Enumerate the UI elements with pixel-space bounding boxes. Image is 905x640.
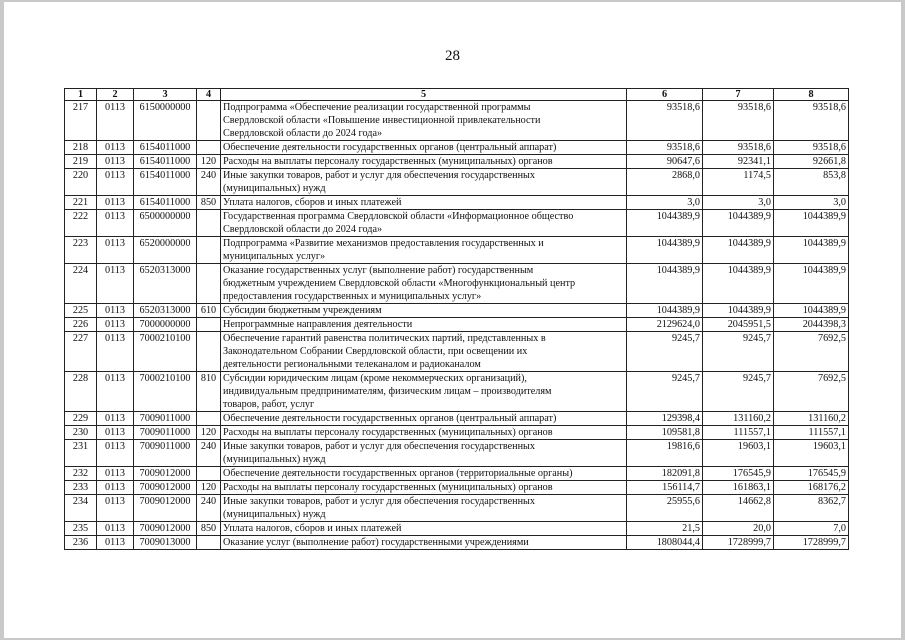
amount-year-3-cell: 2044398,3 xyxy=(774,318,849,332)
target-article-cell: 7000210100 xyxy=(134,332,197,372)
amount-year-1-cell: 93518,6 xyxy=(627,101,703,141)
table-row xyxy=(65,304,849,318)
item-name-cell: Обеспечение деятельности государственных органов (центральный аппарат) xyxy=(221,141,627,155)
amount-year-2-cell: 1044389,9 xyxy=(703,304,774,318)
column-header: 4 xyxy=(197,89,221,101)
table-row xyxy=(65,169,849,196)
item-name-cell: Обеспечение деятельности государственных органов (территориальные органы) xyxy=(221,467,627,481)
amount-year-2-cell: 92341,1 xyxy=(703,155,774,169)
amount-year-3-cell: 1044389,9 xyxy=(774,210,849,237)
section-code-cell: 0113 xyxy=(97,495,134,522)
row-number-cell: 227 xyxy=(65,332,97,372)
target-article-cell: 7009011000 xyxy=(134,412,197,426)
expense-type-cell xyxy=(197,210,221,237)
expense-type-cell: 240 xyxy=(197,495,221,522)
section-code-cell: 0113 xyxy=(97,101,134,141)
section-code-cell: 0113 xyxy=(97,440,134,467)
expense-type-cell: 850 xyxy=(197,522,221,536)
row-number-cell: 218 xyxy=(65,141,97,155)
column-header: 6 xyxy=(627,89,703,101)
amount-year-2-cell: 1044389,9 xyxy=(703,264,774,304)
table-row xyxy=(65,372,849,412)
section-code-cell: 0113 xyxy=(97,155,134,169)
target-article-cell: 6520313000 xyxy=(134,304,197,318)
amount-year-3-cell: 1044389,9 xyxy=(774,237,849,264)
target-article-cell: 7009012000 xyxy=(134,467,197,481)
expense-type-cell: 120 xyxy=(197,155,221,169)
amount-year-2-cell: 1044389,9 xyxy=(703,210,774,237)
column-header: 2 xyxy=(97,89,134,101)
target-article-cell: 7009012000 xyxy=(134,481,197,495)
item-name-cell: Расходы на выплаты персоналу государственных (муниципальных) органов xyxy=(221,155,627,169)
table-row xyxy=(65,155,849,169)
amount-year-2-cell: 9245,7 xyxy=(703,332,774,372)
target-article-cell: 6154011000 xyxy=(134,196,197,210)
row-number-cell: 223 xyxy=(65,237,97,264)
item-name-cell: Уплата налогов, сборов и иных платежей xyxy=(221,522,627,536)
section-code-cell: 0113 xyxy=(97,426,134,440)
table-row xyxy=(65,101,849,141)
expense-type-cell xyxy=(197,467,221,481)
table-row xyxy=(65,522,849,536)
budget-table xyxy=(64,88,849,550)
amount-year-3-cell: 131160,2 xyxy=(774,412,849,426)
amount-year-1-cell: 156114,7 xyxy=(627,481,703,495)
expense-type-cell xyxy=(197,412,221,426)
table-row xyxy=(65,141,849,155)
amount-year-1-cell: 1044389,9 xyxy=(627,237,703,264)
section-code-cell: 0113 xyxy=(97,264,134,304)
item-name-cell: Подпрограмма «Обеспечение реализации государственной программы Свердловской области «Повышение инвестиционной привлекательности Свердловской области до 2024 года» xyxy=(221,101,627,141)
expense-type-cell: 240 xyxy=(197,440,221,467)
table-header-row xyxy=(65,89,849,101)
item-name-cell: Обеспечение деятельности государственных органов (центральный аппарат) xyxy=(221,412,627,426)
expense-type-cell xyxy=(197,318,221,332)
amount-year-2-cell: 1174,5 xyxy=(703,169,774,196)
amount-year-1-cell: 1044389,9 xyxy=(627,304,703,318)
amount-year-2-cell: 2045951,5 xyxy=(703,318,774,332)
target-article-cell: 7000000000 xyxy=(134,318,197,332)
row-number-cell: 233 xyxy=(65,481,97,495)
page-number: 28 xyxy=(445,48,460,64)
expense-type-cell: 610 xyxy=(197,304,221,318)
expense-type-cell xyxy=(197,536,221,550)
column-header: 5 xyxy=(221,89,627,101)
amount-year-3-cell: 111557,1 xyxy=(774,426,849,440)
column-header: 7 xyxy=(703,89,774,101)
amount-year-2-cell: 19603,1 xyxy=(703,440,774,467)
row-number-cell: 230 xyxy=(65,426,97,440)
amount-year-3-cell: 7692,5 xyxy=(774,332,849,372)
row-number-cell: 217 xyxy=(65,101,97,141)
amount-year-2-cell: 14662,8 xyxy=(703,495,774,522)
table-row xyxy=(65,495,849,522)
amount-year-1-cell: 129398,4 xyxy=(627,412,703,426)
section-code-cell: 0113 xyxy=(97,332,134,372)
amount-year-3-cell: 7692,5 xyxy=(774,372,849,412)
expense-type-cell: 240 xyxy=(197,169,221,196)
amount-year-1-cell: 182091,8 xyxy=(627,467,703,481)
item-name-cell: Оказание государственных услуг (выполнение работ) государственным бюджетным учреждением Свердловской области «Многофункциональный центр предоставления государственных и муниципальных услуг» xyxy=(221,264,627,304)
row-number-cell: 224 xyxy=(65,264,97,304)
target-article-cell: 7009011000 xyxy=(134,426,197,440)
item-name-cell: Субсидии юридическим лицам (кроме некоммерческих организаций), индивидуальным предпринимателям, физическим лицам – производителям товаров, работ, услуг xyxy=(221,372,627,412)
row-number-cell: 228 xyxy=(65,372,97,412)
amount-year-1-cell: 1044389,9 xyxy=(627,264,703,304)
amount-year-3-cell: 168176,2 xyxy=(774,481,849,495)
table-row xyxy=(65,237,849,264)
section-code-cell: 0113 xyxy=(97,141,134,155)
row-number-cell: 235 xyxy=(65,522,97,536)
table-body xyxy=(65,101,849,550)
row-number-cell: 219 xyxy=(65,155,97,169)
row-number-cell: 234 xyxy=(65,495,97,522)
target-article-cell: 7000210100 xyxy=(134,372,197,412)
expense-type-cell xyxy=(197,101,221,141)
target-article-cell: 7009011000 xyxy=(134,440,197,467)
amount-year-1-cell: 3,0 xyxy=(627,196,703,210)
amount-year-2-cell: 93518,6 xyxy=(703,141,774,155)
section-code-cell: 0113 xyxy=(97,467,134,481)
amount-year-2-cell: 1044389,9 xyxy=(703,237,774,264)
table-row xyxy=(65,210,849,237)
table-row xyxy=(65,440,849,467)
table-row xyxy=(65,426,849,440)
column-header: 3 xyxy=(134,89,197,101)
column-header: 1 xyxy=(65,89,97,101)
row-number-cell: 232 xyxy=(65,467,97,481)
item-name-cell: Подпрограмма «Развитие механизмов предоставления государственных и муниципальных услуг» xyxy=(221,237,627,264)
amount-year-1-cell: 1808044,4 xyxy=(627,536,703,550)
amount-year-1-cell: 19816,6 xyxy=(627,440,703,467)
amount-year-1-cell: 1044389,9 xyxy=(627,210,703,237)
item-name-cell: Иные закупки товаров, работ и услуг для обеспечения государственных (муниципальных) нужд xyxy=(221,440,627,467)
document-page xyxy=(4,2,901,638)
item-name-cell: Оказание услуг (выполнение работ) государственными учреждениями xyxy=(221,536,627,550)
expense-type-cell: 810 xyxy=(197,372,221,412)
amount-year-1-cell: 90647,6 xyxy=(627,155,703,169)
row-number-cell: 220 xyxy=(65,169,97,196)
target-article-cell: 7009012000 xyxy=(134,522,197,536)
amount-year-2-cell: 131160,2 xyxy=(703,412,774,426)
row-number-cell: 226 xyxy=(65,318,97,332)
section-code-cell: 0113 xyxy=(97,304,134,318)
amount-year-1-cell: 9245,7 xyxy=(627,332,703,372)
amount-year-3-cell: 1728999,7 xyxy=(774,536,849,550)
amount-year-3-cell: 1044389,9 xyxy=(774,304,849,318)
table-row xyxy=(65,332,849,372)
amount-year-3-cell: 1044389,9 xyxy=(774,264,849,304)
expense-type-cell xyxy=(197,237,221,264)
amount-year-1-cell: 25955,6 xyxy=(627,495,703,522)
target-article-cell: 6150000000 xyxy=(134,101,197,141)
amount-year-2-cell: 9245,7 xyxy=(703,372,774,412)
amount-year-3-cell: 92661,8 xyxy=(774,155,849,169)
section-code-cell: 0113 xyxy=(97,412,134,426)
target-article-cell: 7009013000 xyxy=(134,536,197,550)
amount-year-1-cell: 2129624,0 xyxy=(627,318,703,332)
target-article-cell: 7009012000 xyxy=(134,495,197,522)
amount-year-2-cell: 93518,6 xyxy=(703,101,774,141)
row-number-cell: 221 xyxy=(65,196,97,210)
amount-year-3-cell: 8362,7 xyxy=(774,495,849,522)
section-code-cell: 0113 xyxy=(97,196,134,210)
amount-year-3-cell: 3,0 xyxy=(774,196,849,210)
amount-year-1-cell: 93518,6 xyxy=(627,141,703,155)
section-code-cell: 0113 xyxy=(97,210,134,237)
row-number-cell: 236 xyxy=(65,536,97,550)
target-article-cell: 6520000000 xyxy=(134,237,197,264)
item-name-cell: Расходы на выплаты персоналу государственных (муниципальных) органов xyxy=(221,426,627,440)
row-number-cell: 229 xyxy=(65,412,97,426)
item-name-cell: Иные закупки товаров, работ и услуг для обеспечения государственных (муниципальных) нужд xyxy=(221,495,627,522)
section-code-cell: 0113 xyxy=(97,169,134,196)
item-name-cell: Уплата налогов, сборов и иных платежей xyxy=(221,196,627,210)
amount-year-3-cell: 176545,9 xyxy=(774,467,849,481)
row-number-cell: 222 xyxy=(65,210,97,237)
amount-year-3-cell: 853,8 xyxy=(774,169,849,196)
section-code-cell: 0113 xyxy=(97,372,134,412)
item-name-cell: Обеспечение гарантий равенства политических партий, представленных в Законодательном Собрании Свердловской области, при освещении их деятельности региональными телеканалом и радиоканалом xyxy=(221,332,627,372)
table-row xyxy=(65,318,849,332)
amount-year-2-cell: 3,0 xyxy=(703,196,774,210)
table-row xyxy=(65,467,849,481)
item-name-cell: Иные закупки товаров, работ и услуг для обеспечения государственных (муниципальных) нужд xyxy=(221,169,627,196)
expense-type-cell xyxy=(197,332,221,372)
amount-year-1-cell: 9245,7 xyxy=(627,372,703,412)
amount-year-2-cell: 111557,1 xyxy=(703,426,774,440)
target-article-cell: 6154011000 xyxy=(134,141,197,155)
expense-type-cell: 850 xyxy=(197,196,221,210)
row-number-cell: 225 xyxy=(65,304,97,318)
column-header: 8 xyxy=(774,89,849,101)
amount-year-2-cell: 20,0 xyxy=(703,522,774,536)
table-row xyxy=(65,412,849,426)
section-code-cell: 0113 xyxy=(97,522,134,536)
amount-year-1-cell: 2868,0 xyxy=(627,169,703,196)
table-row xyxy=(65,264,849,304)
amount-year-1-cell: 109581,8 xyxy=(627,426,703,440)
expense-type-cell: 120 xyxy=(197,426,221,440)
target-article-cell: 6154011000 xyxy=(134,155,197,169)
target-article-cell: 6520313000 xyxy=(134,264,197,304)
amount-year-1-cell: 21,5 xyxy=(627,522,703,536)
row-number-cell: 231 xyxy=(65,440,97,467)
amount-year-3-cell: 19603,1 xyxy=(774,440,849,467)
target-article-cell: 6500000000 xyxy=(134,210,197,237)
target-article-cell: 6154011000 xyxy=(134,169,197,196)
expense-type-cell xyxy=(197,141,221,155)
table-row xyxy=(65,196,849,210)
item-name-cell: Государственная программа Свердловской области «Информационное общество Свердловской области до 2024 года» xyxy=(221,210,627,237)
section-code-cell: 0113 xyxy=(97,318,134,332)
section-code-cell: 0113 xyxy=(97,481,134,495)
amount-year-3-cell: 7,0 xyxy=(774,522,849,536)
table-row xyxy=(65,536,849,550)
amount-year-2-cell: 161863,1 xyxy=(703,481,774,495)
table-row xyxy=(65,481,849,495)
expense-type-cell: 120 xyxy=(197,481,221,495)
item-name-cell: Расходы на выплаты персоналу государственных (муниципальных) органов xyxy=(221,481,627,495)
amount-year-3-cell: 93518,6 xyxy=(774,101,849,141)
item-name-cell: Непрограммные направления деятельности xyxy=(221,318,627,332)
item-name-cell: Субсидии бюджетным учреждениям xyxy=(221,304,627,318)
expense-type-cell xyxy=(197,264,221,304)
section-code-cell: 0113 xyxy=(97,536,134,550)
amount-year-2-cell: 1728999,7 xyxy=(703,536,774,550)
section-code-cell: 0113 xyxy=(97,237,134,264)
amount-year-3-cell: 93518,6 xyxy=(774,141,849,155)
amount-year-2-cell: 176545,9 xyxy=(703,467,774,481)
